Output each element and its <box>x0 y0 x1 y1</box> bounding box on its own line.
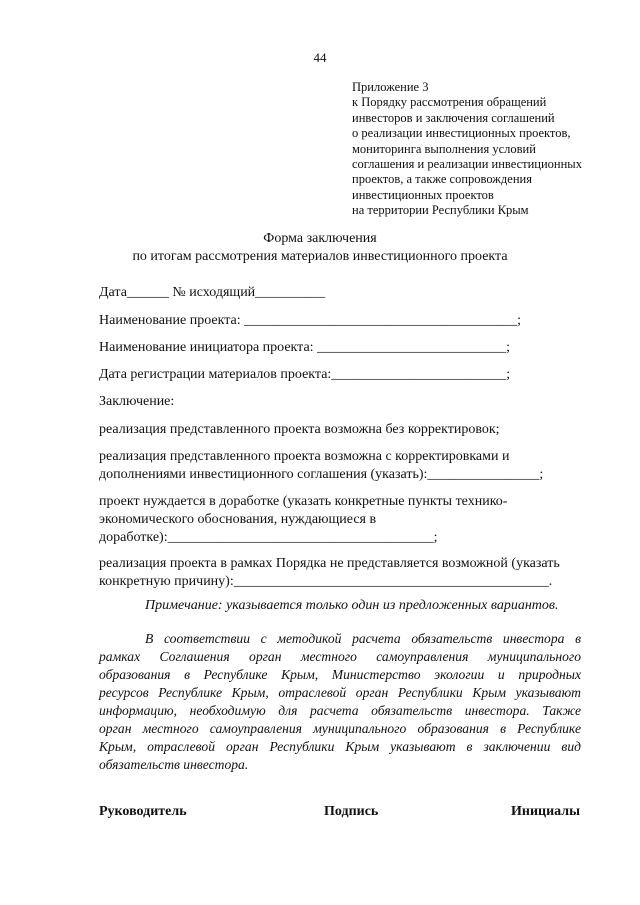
methodology-line: орган местного самоуправления муниципального образования в Республике <box>99 721 581 736</box>
form-title <box>0 230 640 266</box>
option-not-possible <box>99 555 560 591</box>
note: Примечание: указывается только один из предложенных вариантов. <box>145 598 559 613</box>
option-line: проект нуждается в доработке (указать конкретные пункты технико- <box>99 494 508 509</box>
option-needs-revision <box>99 493 544 547</box>
option-line: дополнениями инвестиционного соглашения (указать):________________; <box>99 467 544 482</box>
option-line: конкретную причину):_____________________________________________. <box>99 574 553 589</box>
methodology-paragraph <box>99 630 581 774</box>
option-line: реализация представленного проекта возможна с корректировками и <box>99 449 510 464</box>
methodology-line: Крым, отраслевой орган Республики Крым указывают в заключении вид <box>99 739 581 754</box>
page-number: 44 <box>313 50 327 65</box>
appendix-line: инвестиционных проектов <box>352 187 494 202</box>
appendix-line: к Порядку рассмотрения обращений <box>352 95 547 110</box>
signature-initials: Инициалы <box>511 804 581 819</box>
methodology-line: обязательств инвестора. <box>99 757 249 772</box>
signature-sign: Подпись <box>324 804 379 819</box>
appendix-header <box>352 80 622 219</box>
appendix-line: Приложение 3 <box>352 80 429 94</box>
methodology-line: В соответствии с методикой расчета обязательств инвестора в <box>145 631 581 646</box>
project-name-field: Наименование проекта: _______________________________________; <box>99 313 521 328</box>
conclusion-label: Заключение: <box>99 394 175 409</box>
option-line: экономического обоснования, нуждающиеся в <box>99 512 377 527</box>
appendix-line: инвесторов и заключения соглашений <box>352 110 555 125</box>
signature-head: Руководитель <box>99 804 187 819</box>
appendix-line: соглашения и реализации инвестиционных <box>352 157 582 172</box>
methodology-line: информацию, необходимую для расчета обязательств инвестора. Также <box>99 703 581 718</box>
appendix-line: проектов, а также сопровождения <box>352 172 532 187</box>
date-number-field: Дата______ № исходящий__________ <box>99 285 326 300</box>
registration-date-field: Дата регистрации материалов проекта:_________________________; <box>99 367 511 382</box>
methodology-line: образования в Республике Крым, Министерство экологии и природных <box>99 667 581 682</box>
form-title-line: по итогам рассмотрения материалов инвестиционного проекта <box>132 249 508 264</box>
option-line: доработке):______________________________________; <box>99 530 438 545</box>
appendix-line: мониторинга выполнения условий <box>352 141 536 156</box>
option-with-corrections <box>99 448 544 484</box>
initiator-name-field: Наименование инициатора проекта: ___________________________; <box>99 340 510 355</box>
methodology-line: рамках Соглашения орган местного самоуправления муниципального <box>99 649 581 664</box>
option-line: реализация проекта в рамках Порядка не представляется возможной (указать <box>99 556 560 571</box>
appendix-line: о реализации инвестиционных проектов, <box>352 126 571 141</box>
appendix-line: на территории Республики Крым <box>352 203 529 218</box>
option-no-corrections: реализация представленного проекта возможна без корректировок; <box>99 422 500 437</box>
methodology-line: ресурсов Республике Крым, отраслевой орган Республики Крым указывают <box>99 685 581 700</box>
form-title-line: Форма заключения <box>263 231 377 246</box>
